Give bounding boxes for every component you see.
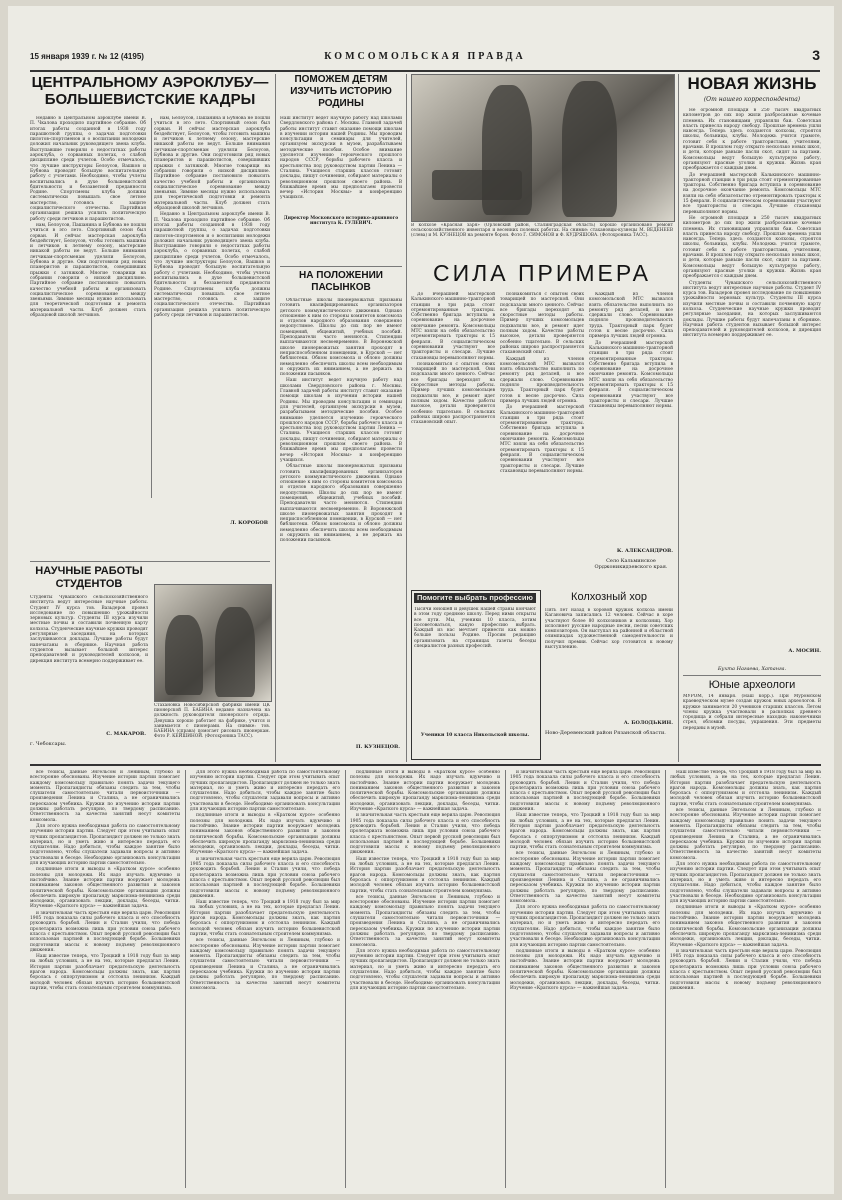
article-example-headline: СИЛА ПРИМЕРА [432, 260, 651, 286]
bottom-col3-p4: все тезисы, данные Энгельсом и Лениным, глубоко и всесторонне обоснованы. Изучение истории партии помогает каждому комсомольцу правильно понять задачи текущего момента. Пропагандисты обязаны следить за тем, чтобы слушатели самостоятельно читали первоисточники — произведения Ленина и Сталина, а не ограничивались пересказом учебника. Кружки по изучению истории партии должны работать регулярно, по твердому расписанию. Ответственность за качество занятий несут комитеты комсомола. [350, 894, 500, 948]
article-stepchildren-text [280, 298, 402, 738]
divider [185, 770, 186, 1188]
article-stepchildren-headline: НА ПОЛОЖЕНИИ ПАСЫНКОВ [299, 270, 383, 293]
article-example-col2 [500, 292, 584, 586]
article-archaeologists [683, 679, 821, 759]
article-new-life-para: Не огромной площади в 250 тысяч квадратных километров до сих пор жили разбросанные кочевые племена. Их становищами управляли баи. Советская власть принесла народу свободу. Прошлые времена ушли навсегда. Теперь здесь создаются колхозы, строятся школы, больницы, клубы. Молодежь учится грамоте, готовит себя к работе трактористами, учителями, врачами. В прошлом году открыто несколько новых школ, и дети, которые раньше пасли скот, сидят за партами. Комсомольцы ведут большую культурную работу, организуют красные уголки и кружки. Жизнь края преображается с каждым днем. [683, 108, 821, 172]
bottom-col2-p4: Наш известие теперь, что Троцкий в 1918 году был за мир на любых условиях, а не на тех, которые предлагал Ленин. История партии разоблачает предательскую деятельность врагов народа. Комсомольцы должны знать, как партия боролась с оппортунизмом и отстояла ленинизм. Каждый молодой человек обязан изучить историю большевистской партии, чтобы стать сознательным строителем коммунизма. [190, 900, 340, 937]
photo-blacksmiths [411, 74, 675, 222]
article-aeroclub-col2 [154, 116, 270, 516]
article-stepchildren-para-c: Областные школы пионервожатых призваны готовить квалифицированных организаторов детского коммунистического движения. Однако отношение к ним со стороны комитетов комсомола и отделов народного образования совершенно недопустимое. Школы до сих пор не имеют помещений, общежитий, учебных пособий. Преподаватели часто меняются. Стипендии выплачиваются несвоевременно. В Воронежской школе пионервожатых занятия проходят в неприспособленном помещении, в Курской — нет библиотеки. Обком комсомола и облоно должны немедленно обеспечить школы всем необходимым и окружить их вниманием, а не держать на положении пасынков. [280, 464, 402, 544]
bottom-col5-p5: и значительная часть крестьян еще верила царю. Революция 1905 года показала силы рабочего класса и его способность руководить борьбой. Ленин и Сталин учили, что победа пролетариата возможна лишь при условии союза рабочего класса с крестьянством. Опыт первой русской революции был использован партией в последующей борьбе. Большевики подготовили массы к новому подъему революционного движения. [670, 948, 821, 991]
article-history-signature: Директор Московского историко-архивного института К. ГУЛЕВИЧ. [283, 216, 399, 226]
divider [151, 118, 152, 498]
article-profession [414, 593, 536, 755]
article-stepchildren-signature: П. КУЗНЕЦОВ. [355, 744, 400, 750]
article-example-col1-text: До вчерашней мастерской Калькинского машинно-тракторной станции в три ряда стоят отремонтированные тракторы. Собственно бригада вступила в соревнование на досрочное окончание ремонта. Комсомольцы МТС взяли на себя обязательство отремонтировать тракторы к 15 февраля. В социалистическом соревновании участвуют все трактористы и слесари. Лучшие стахановцы перевыполняют нормы. [411, 292, 495, 361]
article-example-col1 [411, 292, 495, 586]
bottom-col2-p1: Для этого нужна необходимая работа по самостоятельному изучению истории партии. Следует при этом учитывать опыт лучших пропагандистов. Пропагандист должен не только знать материал, но и уметь живо и интересно передать его слушателям. Надо добиться, чтобы каждое занятие было подготовлено, чтобы слушатели задавали вопросы и активно участвовали в беседе. Необходимо организовать консультации для изучающих историю партии самостоятельно. [190, 770, 340, 813]
divider [665, 770, 666, 1188]
article-new-life-signature: А. МОСИН. [788, 648, 821, 654]
bottom-col5-p3: Для этого нужна необходимая работа по самостоятельному изучению истории партии. Следует при этом учитывать опыт лучших пропагандистов. Пропагандист должен не только знать материал, но и уметь живо и интересно передать его слушателям. Надо добиться, чтобы каждое занятие было подготовлено, чтобы слушатели задавали вопросы и активно участвовали в беседе. Необходимо организовать консультации для изучающих историю партии самостоятельно. [670, 862, 821, 905]
photo-blacksmiths-caption: В колхозе «Красная заря» (Орловский район, Сталинградская область) хорошо организовано ремонт сельскохозяйственного инвентаря и весенних полевых работах. На снимке: стахановцы-кузнецы М. ВЕДЕНЕЕВ (слева) и М. КУЗНЕЦОВ на ремонте борон. Фото Г. СИМОНОВ и Ф. КУДРЯШОВА. (Фотохроника ТАСС). [411, 223, 673, 239]
article-history [280, 74, 402, 234]
newspaper-title: КОМСОМОЛЬСКАЯ ПРАВДА [324, 51, 526, 62]
divider [280, 266, 402, 267]
bottom-col3-p2: и значительная часть крестьян еще верила царю. Революция 1905 года показала силы рабочего класса и его способность руководить борьбой. Ленин и Сталин учили, что победа пролетариата возможна лишь при условии союза рабочего класса с крестьянством. Опыт первой русской революции был использован партией в последующей борьбе. Большевики подготовили массы к новому подъему революционного движения. [350, 813, 500, 856]
page-number: 3 [812, 47, 820, 63]
bottom-col4-p3: все тезисы, данные Энгельсом и Лениным, глубоко и всесторонне обоснованы. Изучение истории партии помогает каждому комсомольцу правильно понять задачи текущего момента. Пропагандисты обязаны следить за тем, чтобы слушатели самостоятельно читали первоисточники — произведения Ленина и Сталина, а не ограничивались пересказом учебника. Кружки по изучению истории партии должны работать регулярно, по твердому расписанию. Ответственность за качество занятий несут комитеты комсомола. [510, 851, 660, 905]
article-example-col3-text: Каждый из членов комсомольской МТС вызвался взять обязательство выполнить по ремонту ряд деталей, и все сдержали слово. Соревнование подняло производительность труда. Тракторный парк будет готов к весне досрочно. Сила примера лучших людей огромна. [589, 292, 673, 340]
divider [505, 770, 506, 1188]
article-new-life-place: Бухта Нагаева, Хатанга. [717, 666, 787, 672]
bottom-col2-p2: подлинные итоги и выводы в «Кратком курсе» особенно полезны для молодежи. Их надо изучать вдумчиво и настойчиво. Знание истории партии вооружает молодежь пониманием законов общественного развития и законов политической борьбы. Комсомольские организации должны обеспечить широкую пропаганду марксизма-ленинизма среди молодежи, организовать лекции, доклады, беседы, читки. Изучение «Краткого курса» — важнейшая задача. [190, 813, 340, 856]
article-profession-headline: Помогите выбрать профессию [414, 593, 536, 603]
bottom-col1-p1: все тезисы, данные Энгельсом и Лениным, глубоко и всесторонне обоснованы. Изучение истории партии помогает каждому комсомольцу правильно понять задачи текущего момента. Пропагандисты обязаны следить за тем, чтобы слушатели самостоятельно читали первоисточники — произведения Ленина и Сталина, а не ограничивались пересказом учебника. Кружки по изучению истории партии должны работать регулярно, по твердому расписанию. Ответственность за качество занятий несут комитеты комсомола. [30, 770, 180, 823]
divider [275, 74, 276, 762]
article-history-text: Наш институт ведет научную работу над школами Свердловского района г. Москвы. Главной задачей работы институт ставит оказание помощи школам в изучении истории нашей Родины. Мы проводим консультации и семинары для учителей, организуем экскурсии в музеи, разрабатываем методические пособия. Особое внимание уделяется изучению героического прошлого народов СССР, борьбы рабочего класса и крестьянства под руководством партии Ленина — Сталина. Учащиеся старших классов готовят доклады, пишут сочинения, собирают материалы о революционном прошлом своего района. В ближайшее время мы предполагаем провести вечер «История Москвы» и конференцию учащихся. [280, 116, 402, 201]
bottom-col2-p5: все тезисы, данные Энгельсом и Лениным, глубоко и всесторонне обоснованы. Изучение истории партии помогает каждому комсомольцу правильно понять задачи текущего момента. Пропагандисты обязаны следить за тем, чтобы слушатели самостоятельно читали первоисточники — произведения Ленина и Сталина, а не ограничивались пересказом учебника. Кружки по изучению истории партии должны работать регулярно, по твердому расписанию. Ответственность за качество занятий несут комитеты комсомола. [190, 938, 340, 991]
bottom-col2 [190, 770, 340, 1188]
bottom-col5 [670, 770, 821, 1188]
bottom-col3-p5: Для этого нужна необходимая работа по самостоятельному изучению истории партии. Следует при этом учитывать опыт лучших пропагандистов. Пропагандист должен не только знать материал, но и уметь живо и интересно передать его слушателям. Надо добиться, чтобы каждое занятие было подготовлено, чтобы слушатели задавали вопросы и активно участвовали в беседе. Необходимо организовать консультации для изучающих историю партии самостоятельно. [350, 948, 500, 991]
article-new-life [683, 74, 821, 664]
section-divider [30, 764, 821, 766]
bottom-col3-p3: Наш известие теперь, что Троцкий в 1918 году был за мир на любых условиях, а не на тех, которые предлагал Ленин. История партии разоблачает предательскую деятельность врагов народа. Комсомольцы должны знать, как партия боролась с оппортунизмом и отстояла ленинизм. Каждый молодой человек обязан изучить историю большевистской партии, чтобы стать сознательным строителем коммунизма. [350, 856, 500, 894]
article-new-life-para-b: До вчерашней мастерской Калькинского машинно-тракторной станции в три ряда стоят отремонтированные тракторы. Собственно бригада вступила в соревнование на досрочное окончание ремонта. Комсомольцы МТС взяли на себя обязательство отремонтировать тракторы к 15 февраля. В социалистическом соревновании участвуют все трактористы и слесари. Лучшие стахановцы перевыполняют нормы. [683, 172, 821, 215]
bottom-col1 [30, 770, 180, 1188]
bottom-col5-p2: все тезисы, данные Энгельсом и Лениным, глубоко и всесторонне обоснованы. Изучение истории партии помогает каждому комсомольцу правильно понять задачи текущего момента. Пропагандисты обязаны следить за тем, чтобы слушатели самостоятельно читали первоисточники — произведения Ленина и Сталина, а не ограничивались пересказом учебника. Кружки по изучению истории партии должны работать регулярно, по твердому расписанию. Ответственность за качество занятий несут комитеты комсомола. [670, 808, 821, 861]
bottom-col5-p4: подлинные итоги и выводы в «Кратком курсе» особенно полезны для молодежи. Их надо изучать вдумчиво и настойчиво. Знание истории партии вооружает молодежь пониманием законов общественного развития и законов политической борьбы. Комсомольские организации должны обеспечить широкую пропаганду марксизма-ленинизма среди молодежи, организовать лекции, доклады, беседы, читки. Изучение «Краткого курса» — важнейшая задача. [670, 905, 821, 948]
article-choir-text: Пять лет назад в хоровой кружок колхоза имени Кагановича записались 12 человек. Сейчас в хоре участвуют более 80 колхозников и колхозниц. Хор исполняет русские народные песни, песни советских композиторов. Он выступал на районной и областной олимпиадах художественной самодеятельности и получил премии. Сейчас хор готовится к новому выступлению. [545, 608, 673, 651]
article-aeroclub-signature: Л. КОРОБОВ [230, 520, 268, 526]
bottom-col4-p2: Наш известие теперь, что Троцкий в 1918 году был за мир на любых условиях, а не на тех, которые предлагал Ленин. История партии разоблачает предательскую деятельность врагов народа. Комсомольцы должны знать, как партия боролась с оппортунизмом и отстояла ленинизм. Каждый молодой человек обязан изучить историю большевистской партии, чтобы стать сознательным строителем коммунизма. [510, 813, 660, 851]
article-example-col2-text: познакомиться с опытом своих товарищей по мастерской. Они подсказали много ценного. Сейчас все бригады переходят на скоростные методы работы. Пример лучших комсомольцев подхватили все, и ремонт идет полным ходом. Качество работы высокое, детали проверяются особенно тщательно. В сельских районах широко распространяется стахановский опыт. [500, 292, 584, 356]
article-stepchildren-para-b: Наш институт ведет научную работу над школами Свердловского района г. Москвы. Главной задачей работы институт ставит оказание помощи школам в изучении истории нашей Родины. Мы проводим консультации и семинары для учителей, организуем экскурсии в музеи, разрабатываем методические пособия. Особое внимание уделяется изучению героического прошлого народов СССР, борьбы рабочего класса и крестьянства под руководством партии Ленина — Сталина. Учащиеся старших классов готовят доклады, пишут сочинения, собирают материалы о революционном прошлом своего района. В ближайшее время мы предполагаем провести вечер «История Москвы» и конференцию учащихся. [280, 378, 402, 463]
article-example-col2-cont: Каждый из членов комсомольской МТС вызвался взять обязательство выполнить по ремонту ряд деталей, и все сдержали слово. Соревнование подняло производительность труда. Тракторный парк будет готов к весне досрочно. Сила примера лучших людей огромна. [500, 356, 584, 404]
article-new-life-subhead: (От нашего корреспондента) [703, 96, 801, 103]
article-example-col3-cont: До вчерашней мастерской Калькинского машинно-тракторной станции в три ряда стоят отремонтированные тракторы. Собственно бригада вступила в соревнование на досрочное окончание ремонта. Комсомольцы МТС взяли на себя обязательство отремонтировать тракторы к 15 февраля. В социалистическом соревновании участвуют все трактористы и слесари. Лучшие стахановцы перевыполняют нормы. [589, 340, 673, 410]
article-aeroclub-col2-text: нам, Белоусов, Пашанина и Бубнова не пошли учиться в это лето. Спортивный сезон был сорван. И сейчас мастерская аэроклуба бездействует, Белоусов, чтобы готовить машины и летчиков к летнему сезону, мастерские никакой работы не ведут. Больше внимания летчикам-спортсменам уделяли Белоусов, Бубнова и другие. Они подготовили ряд новых планеристов и парашютистов, совершивших прыжки с затяжкой. Многие товарищи на собрании говорили о низкой дисциплине. Партийное собрание постановило повысить качество учебной работы и организовать социалистическое соревнование между звеньями. Зимние месяцы нужно использовать для теоретической подготовки и ремонта материальной части. Клуб должен стать образцовой школой летчиков. [154, 116, 270, 212]
article-example-col2-more: До вчерашней мастерской Калькинского машинно-тракторной станции в три ряда стоят отремонтированные тракторы. Собственно бригада вступила в соревнование на досрочное окончание ремонта. Комсомольцы МТС взяли на себя обязательство отремонтировать тракторы к 15 февраля. В социалистическом соревновании участвуют все трактористы и слесари. Лучшие стахановцы перевыполняют нормы. [500, 405, 584, 474]
article-example-place: Село Кальминское Орджоникидзевского края. [594, 558, 668, 570]
article-new-life-text [683, 108, 821, 644]
article-student-works-signature: С. МАКАРОВ. [106, 731, 146, 737]
article-choir-place: Ново-Деревенский район Рязанской области. [545, 730, 666, 736]
article-example [411, 258, 673, 588]
article-student-works-headline: НАУЧНЫЕ РАБОТЫ СТУДЕНТОВ [35, 565, 143, 590]
divider [30, 561, 270, 562]
photo-pioneer-leader [154, 584, 272, 702]
article-aeroclub-col2-cont: Недавно в Центральном аэроклубе имени В. П. Чкалова проходило партийное собрание. Об итогах работы созданной в 1938 году парашютной группы, о задачах подготовки пилотов-спортсменов и о воспитании молодежи доложил начальник руководящего звена клуба. Выступавшие говорили о недостатках работы аэроклуба, о сорванных полетах, о слабой дисциплине среди учлетов. Особо отмечалось, что лучшие инструкторы Белоусов, Вашков и Бубнова проводят большую воспитательную работу с учлетами. Необходимо, чтобы учлеты воспитывались в духе большевистской бдительности и беззаветной преданности Родине. Спортсмены клуба должны систематически повышать свое летное мастерство, готовясь к защите социалистического отечества. Партийная организация решила усилить политическую работу среди летчиков и парашютистов. [154, 212, 270, 318]
article-profession-text: Тысячи юношей и девушек нашей страны кончают в этом году среднюю школу. Перед ними открыты все пути. Мы, ученики 10 класса, хотим посоветоваться, какую профессию выбрать. Каждый из нас мечтает принести как можно больше пользы Родине. Просим редакцию организовать на страницах газеты беседы специалистов разных профессий. [414, 607, 536, 650]
article-stepchildren-para: Областные школы пионервожатых призваны готовить квалифицированных организаторов детского коммунистического движения. Однако отношение к ним со стороны комитетов комсомола и отделов народного образования совершенно недопустимое. Школы до сих пор не имеют помещений, общежитий, учебных пособий. Преподаватели часто меняются. Стипендии выплачиваются несвоевременно. В Воронежской школе пионервожатых занятия проходят в неприспособленном помещении, в Курской — нет библиотеки. Обком комсомола и облоно должны немедленно обеспечить школы всем необходимым и окружить их вниманием, а не держать на положении пасынков. [280, 298, 402, 378]
article-archaeologists-headline: Юные археологи [708, 679, 796, 691]
article-choir-signature: А. БОЛОДЬКИН. [623, 720, 673, 726]
article-aeroclub [30, 74, 270, 574]
divider [345, 770, 346, 1188]
bottom-col2-p3: и значительная часть крестьян еще верила царю. Революция 1905 года показала силы рабочего класса и его способность руководить борьбой. Ленин и Сталин учили, что победа пролетариата возможна лишь при условии союза рабочего класса с крестьянством. Опыт первой русской революции был использован партией в последующей борьбе. Большевики подготовили массы к новому подъему революционного движения. [190, 856, 340, 899]
bottom-col3 [350, 770, 500, 1188]
article-example-signature: К. АЛЕКСАНДРОВ. [616, 548, 673, 554]
bottom-col3-p1: подлинные итоги и выводы в «Кратком курсе» особенно полезны для молодежи. Их надо изучать вдумчиво и настойчиво. Знание истории партии вооружает молодежь пониманием законов общественного развития и законов политической борьбы. Комсомольские организации должны обеспечить широкую пропаганду марксизма-ленинизма среди молодежи, организовать лекции, доклады, беседы, читки. Изучение «Краткого курса» — важнейшая задача. [350, 770, 500, 813]
article-choir-headline: Колхозный хор [571, 591, 647, 603]
divider [406, 74, 407, 762]
bottom-col1-p3: подлинные итоги и выводы в «Кратком курсе» особенно полезны для молодежи. Их надо изучать вдумчиво и настойчиво. Знание истории партии вооружает молодежь пониманием законов общественного развития и законов политической борьбы. Комсомольские организации должны обеспечить широкую пропаганду марксизма-ленинизма среди молодежи, организовать лекции, доклады, беседы, читки. Изучение «Краткого курса» — важнейшая задача. [30, 867, 180, 910]
bottom-col4 [510, 770, 660, 1188]
bottom-col4-p4: Для этого нужна необходимая работа по самостоятельному изучению истории партии. Следует при этом учитывать опыт лучших пропагандистов. Пропагандист должен не только знать материал, но и уметь живо и интересно передать его слушателям. Надо добиться, чтобы каждое занятие было подготовлено, чтобы слушатели задавали вопросы и активно участвовали в беседе. Необходимо организовать консультации для изучающих историю партии самостоятельно. [510, 905, 660, 948]
article-profession-signature: Ученики 10 класса Никольской школы. [420, 733, 530, 738]
masthead [30, 44, 820, 72]
article-new-life-para-c: Не огромной площади в 250 тысяч квадратных километров до сих пор жили разбросанные кочевые племена. Их становищами управляли баи. Советская власть принесла народу свободу. Прошлые времена ушли навсегда. Теперь здесь создаются колхозы, строятся школы, больницы, клубы. Молодежь учится грамоте, готовит себя к работе трактористами, учителями, врачами. В прошлом году открыто несколько новых школ, и дети, которые раньше пасли скот, сидят за партами. Комсомольцы ведут большую культурную работу, организуют красные уголки и кружки. Жизнь края преображается с каждым днем. [683, 215, 821, 280]
article-aeroclub-col1 [30, 116, 146, 516]
bottom-col1-p5: Наш известие теперь, что Троцкий в 1918 году был за мир на любых условиях, а не на тех, которые предлагал Ленин. История партии разоблачает предательскую деятельность врагов народа. Комсомольцы должны знать, как партия боролась с оппортунизмом и отстояла ленинизм. Каждый молодой человек обязан изучить историю большевистской партии, чтобы стать сознательным строителем коммунизма. [30, 954, 180, 991]
article-stepchildren [280, 270, 402, 758]
newspaper-page [8, 6, 834, 1194]
article-student-works-place: г. Чебоксары. [30, 741, 67, 747]
issue-date: 15 января 1939 г. № 12 (4195) [30, 52, 144, 61]
article-history-headline: ПОМОЖЕМ ДЕТЯМ ИЗУЧИТЬ ИСТОРИЮ РОДИНЫ [290, 74, 392, 109]
divider [683, 675, 821, 676]
divider [678, 74, 679, 762]
article-choir [545, 590, 673, 758]
bottom-col5-p1: Наш известие теперь, что Троцкий в 1918 году был за мир на любых условиях, а не на тех, которые предлагал Ленин. История партии разоблачает предательскую деятельность врагов народа. Комсомольцы должны знать, как партия боролась с оппортунизмом и отстояла ленинизм. Каждый молодой человек обязан изучить историю большевистской партии, чтобы стать сознательным строителем коммунизма. [670, 770, 821, 807]
article-student-works [30, 565, 148, 755]
bottom-col4-p1: и значительная часть крестьян еще верила царю. Революция 1905 года показала силы рабочего класса и его способность руководить борьбой. Ленин и Сталин учили, что победа пролетариата возможна лишь при условии союза рабочего класса с крестьянством. Опыт первой русской революции был использован партией в последующей борьбе. Большевики подготовили массы к новому подъему революционного движения. [510, 770, 660, 813]
article-aeroclub-col1-cont: нам, Белоусов, Пашанина и Бубнова не пошли учиться в это лето. Спортивный сезон был сорван. И сейчас мастерская аэроклуба бездействует, Белоусов, чтобы готовить машины и летчиков к летнему сезону, мастерские никакой работы не ведут. Больше внимания летчикам-спортсменам уделяли Белоусов, Бубнова и другие. Они подготовили ряд новых планеристов и парашютистов, совершивших прыжки с затяжкой. Многие товарищи на собрании говорили о низкой дисциплине. Партийное собрание постановило повысить качество учебной работы и организовать социалистическое соревнование между звеньями. Зимние месяцы нужно использовать для теоретической подготовки и ремонта материальной части. Клуб должен стать образцовой школой летчиков. [30, 222, 146, 318]
article-archaeologists-text: МУРОМ, 14 января. (Наш корр.). При Муромском краеведческом музее создан кружок юных археологов. В кружке занимается 20 учеников старших классов. Летом члены кружка участвовали в раскопках древнего городища и собрали интересные находки: наконечники стрел, обломки посуды, украшения. Эти предметы переданы в музей. [683, 694, 821, 731]
article-example-col1-cont: познакомиться с опытом своих товарищей по мастерской. Они подсказали много ценного. Сейчас все бригады переходят на скоростные методы работы. Пример лучших комсомольцев подхватили все, и ремонт идет полным ходом. Качество работы высокое, детали проверяются особенно тщательно. В сельских районах широко распространяется стахановский опыт. [411, 361, 495, 426]
article-aeroclub-headline: ЦЕНТРАЛЬНОМУ АЭРОКЛУБУ— БОЛЬШЕВИСТСКИЕ КАДРЫ [31, 74, 269, 108]
article-example-col3 [589, 292, 673, 542]
bottom-col1-p2: Для этого нужна необходимая работа по самостоятельному изучению истории партии. Следует при этом учитывать опыт лучших пропагандистов. Пропагандист должен не только знать материал, но и уметь живо и интересно передать его слушателям. Надо добиться, чтобы каждое занятие было подготовлено, чтобы слушатели задавали вопросы и активно участвовали в беседе. Необходимо организовать консультации для изучающих историю партии самостоятельно. [30, 823, 180, 867]
article-student-works-text: Студенты Чувашского сельскохозяйственного института ведут интересные научные работы. Студент IV курса тов. Вазьдеров провел исследование по повышению урожайности зерновых культур. Студенты III курса изучили местные почвы и составили почвенную карту колхоза. Студенческие научные кружки проводят регулярные заседания, на которых заслушиваются доклады. Лучшие работы будут напечатаны в сборнике. Научная работа студентов вызывает большой интерес преподавателей и руководителей колхозов, и дирекция института всемерно поддерживает ее. [30, 595, 148, 664]
bottom-col1-p4: и значительная часть крестьян еще верила царю. Революция 1905 года показала силы рабочего класса и его способность руководить борьбой. Ленин и Сталин учили, что победа пролетариата возможна лишь при условии союза рабочего класса с крестьянством. Опыт первой русской революции был использован партией в последующей борьбе. Большевики подготовили массы к новому подъему революционного движения. [30, 910, 180, 953]
article-new-life-headline: НОВАЯ ЖИЗНЬ [687, 74, 817, 93]
bottom-col4-p5: подлинные итоги и выводы в «Кратком курсе» особенно полезны для молодежи. Их надо изучать вдумчиво и настойчиво. Знание истории партии вооружает молодежь пониманием законов общественного развития и законов политической борьбы. Комсомольские организации должны обеспечить широкую пропаганду марксизма-ленинизма среди молодежи, организовать лекции, доклады, беседы, читки. Изучение «Краткого курса» — важнейшая задача. [510, 948, 660, 991]
photo-pioneer-leader-caption: Стахановка Новосибирской фабрики имени ЦК пионерской П. БАБИНА недавно назначена на должность руководителя пионерского отряда. Девушка хорошо работает на фабрике, учится и занимается с пионерами. На снимке: тов. БАБИНА (справа) помогает рисовать пионеркам. Фото Р. КЕЙШИНОЙ. (Фотохроника ТАСС). [154, 703, 270, 740]
article-new-life-para-d: Студенты Чувашского сельскохозяйственного института ведут интересные научные работы. Студент IV курса тов. Вазьдеров провел исследование по повышению урожайности зерновых культур. Студенты III курса изучили местные почвы и составили почвенную карту колхоза. Студенческие научные кружки проводят регулярные заседания, на которых заслушиваются доклады. Лучшие работы будут напечатаны в сборнике. Научная работа студентов вызывает большой интерес преподавателей и руководителей колхозов, и дирекция института всемерно поддерживает ее. [683, 280, 821, 339]
article-aeroclub-col1-text: Недавно в Центральном аэроклубе имени В. П. Чкалова проходило партийное собрание. Об итогах работы созданной в 1938 году парашютной группы, о задачах подготовки пилотов-спортсменов и о воспитании молодежи доложил начальник руководящего звена клуба. Выступавшие говорили о недостатках работы аэроклуба, о сорванных полетах, о слабой дисциплине среди учлетов. Особо отмечалось, что лучшие инструкторы Белоусов, Вашков и Бубнова проводят большую воспитательную работу с учлетами. Необходимо, чтобы учлеты воспитывались в духе большевистской бдительности и беззаветной преданности Родине. Спортсмены клуба должны систематически повышать свое летное мастерство, готовясь к защите социалистического отечества. Партийная организация решила усилить политическую работу среди летчиков и парашютистов. [30, 116, 146, 222]
